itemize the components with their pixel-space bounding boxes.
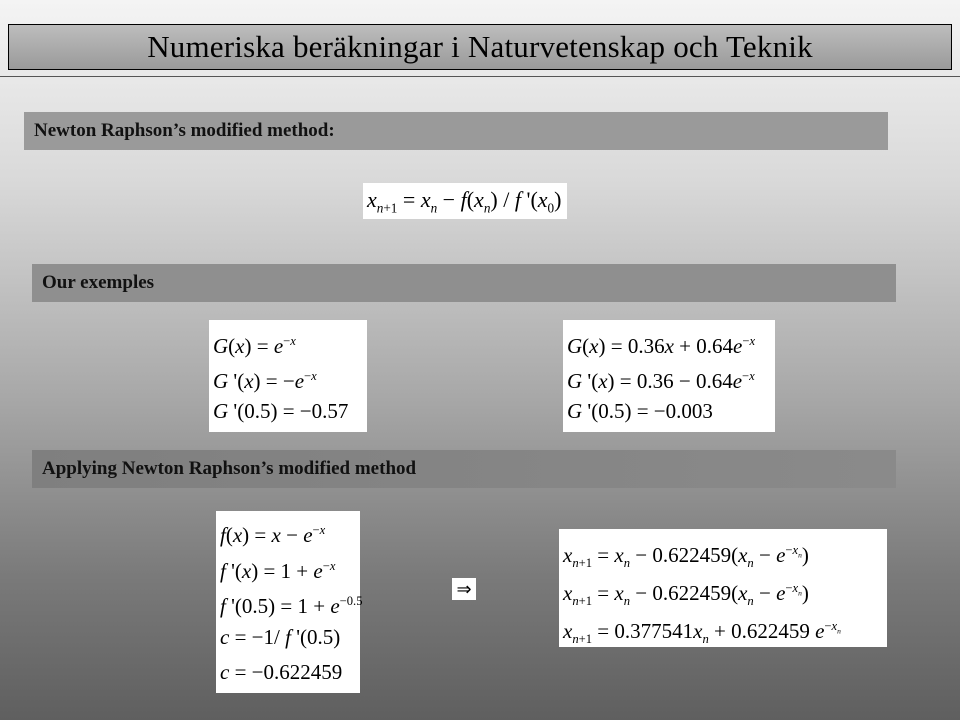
formula-line: G '$(x) = 0.36 - 0.64e^{-x}$ (567, 369, 755, 393)
title-divider (0, 76, 960, 77)
formula-line: G '(0.5) = −0.57 (213, 399, 349, 423)
formula-line: $x_{n+1} = x_n - 0.622459(x_n - e^{-x_n})$ (563, 543, 809, 571)
formula-line: c = −0.622459 (220, 660, 343, 684)
formula-line: G '$(x) = -e^{-x}$ (213, 369, 317, 393)
implies-arrow-icon: ⇒ (452, 578, 476, 600)
title-box (8, 24, 952, 70)
page-title: Numeriska beräkningar i Naturvetenskap och Teknik (147, 29, 813, 64)
method-heading: Newton Raphson’s modified method: (34, 120, 335, 141)
method-heading-band (24, 112, 888, 150)
example-left-formulas (209, 320, 367, 432)
formula-line: G '(0.5) = −0.003 (567, 399, 713, 423)
applying-left-formulas (216, 511, 363, 693)
formula-line: $f(x) = x - e^{-x}$ (220, 523, 326, 547)
example-right-formulas (563, 320, 775, 432)
formula-line: $x_{n+1} = 0.377541x_n + 0.622459$ $e^{-x_n}$ (563, 619, 841, 647)
applying-right-formulas (559, 529, 887, 647)
examples-heading: Our exemples (42, 272, 155, 293)
formula-line: $x_{n+1} = x_n - 0.622459(x_n - e^{-x_n})$ (563, 581, 809, 609)
formula-line: $G(x) = e^{-x}$ (213, 334, 296, 358)
main-formula: $x_{n+1} = x_n - f(x_n) / f$ '$(x_0)$ (363, 183, 567, 219)
formula-line: c = −1/ f '(0.5) (220, 624, 341, 649)
formula-line: f '$(0.5) = 1 + e^{-0.5}$ (220, 594, 363, 618)
formula-line: f '$(x) = 1 + e^{-x}$ (220, 558, 336, 583)
examples-heading-band (32, 264, 896, 302)
applying-heading: Applying Newton Raphson’s modified method (42, 458, 417, 479)
applying-heading-band (32, 450, 896, 488)
formula-line: $G(x) = 0.36x + 0.64e^{-x}$ (567, 334, 756, 358)
